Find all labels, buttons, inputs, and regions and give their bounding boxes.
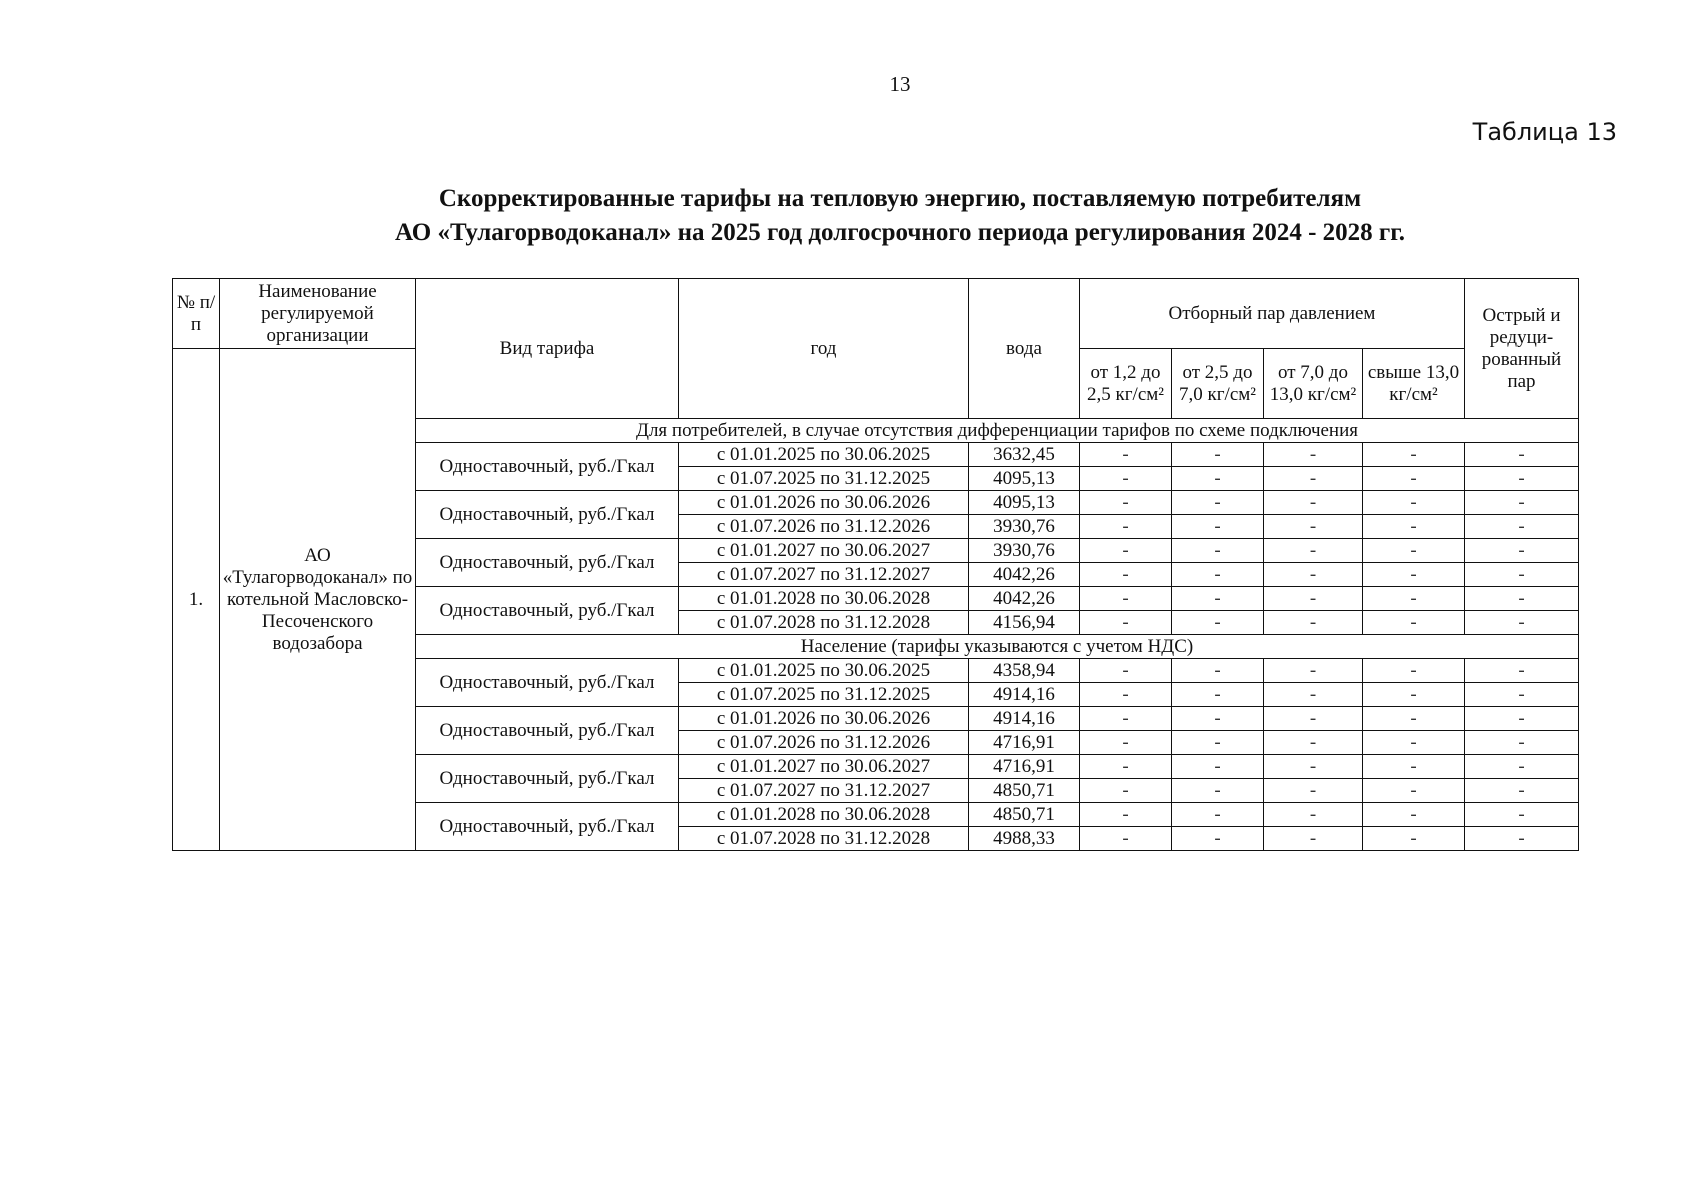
water-value: 4988,33 xyxy=(969,827,1080,851)
header-steam-group: Отборный пар давлением xyxy=(1080,279,1465,349)
tariff-type: Одноставочный, руб./Гкал xyxy=(416,539,679,587)
header-num: № п/п xyxy=(173,279,220,349)
p2-value: - xyxy=(1172,467,1264,491)
sharp-value: - xyxy=(1465,755,1579,779)
p1-value: - xyxy=(1080,779,1172,803)
p2-value: - xyxy=(1172,563,1264,587)
p1-value: - xyxy=(1080,467,1172,491)
sharp-value: - xyxy=(1465,659,1579,683)
header-year: год xyxy=(679,279,969,419)
p2-value: - xyxy=(1172,443,1264,467)
p3-value: - xyxy=(1264,707,1363,731)
p2-value: - xyxy=(1172,755,1264,779)
period-cell: с 01.07.2026 по 31.12.2026 xyxy=(679,731,969,755)
header-pressure-3: от 7,0 до 13,0 кг/см² xyxy=(1264,349,1363,419)
p2-value: - xyxy=(1172,515,1264,539)
p3-value: - xyxy=(1264,803,1363,827)
p4-value: - xyxy=(1363,803,1465,827)
p4-value: - xyxy=(1363,515,1465,539)
period-cell: с 01.07.2028 по 31.12.2028 xyxy=(679,611,969,635)
sharp-value: - xyxy=(1465,827,1579,851)
tariff-type: Одноставочный, руб./Гкал xyxy=(416,587,679,635)
p3-value: - xyxy=(1264,491,1363,515)
period-cell: с 01.01.2027 по 30.06.2027 xyxy=(679,755,969,779)
p4-value: - xyxy=(1363,659,1465,683)
header-row-1 xyxy=(173,279,1579,349)
p3-value: - xyxy=(1264,515,1363,539)
period-cell: с 01.07.2027 по 31.12.2027 xyxy=(679,563,969,587)
water-value: 3632,45 xyxy=(969,443,1080,467)
table-label: Таблица 13 xyxy=(1472,118,1617,146)
p1-value: - xyxy=(1080,827,1172,851)
header-sharp-steam: Острый и редуци-рованный пар xyxy=(1465,279,1579,419)
p2-value: - xyxy=(1172,707,1264,731)
period-cell: с 01.01.2026 по 30.06.2026 xyxy=(679,707,969,731)
p1-value: - xyxy=(1080,563,1172,587)
sharp-value: - xyxy=(1465,683,1579,707)
tariff-type: Одноставочный, руб./Гкал xyxy=(416,707,679,755)
p4-value: - xyxy=(1363,755,1465,779)
water-value: 3930,76 xyxy=(969,515,1080,539)
period-cell: с 01.01.2026 по 30.06.2026 xyxy=(679,491,969,515)
water-value: 4850,71 xyxy=(969,803,1080,827)
p1-value: - xyxy=(1080,515,1172,539)
p4-value: - xyxy=(1363,683,1465,707)
p4-value: - xyxy=(1363,587,1465,611)
p1-value: - xyxy=(1080,707,1172,731)
water-value: 4095,13 xyxy=(969,467,1080,491)
water-value: 4716,91 xyxy=(969,731,1080,755)
sharp-value: - xyxy=(1465,563,1579,587)
document-title xyxy=(0,182,1697,250)
tariff-table-body xyxy=(173,279,1579,851)
sharp-value: - xyxy=(1465,515,1579,539)
p3-value: - xyxy=(1264,827,1363,851)
tariff-type: Одноставочный, руб./Гкал xyxy=(416,755,679,803)
title-line-1: Скорректированные тарифы на тепловую энергию, поставляемую потребителям xyxy=(438,185,1362,212)
p3-value: - xyxy=(1264,467,1363,491)
header-tariff-type: Вид тарифа xyxy=(416,279,679,419)
sharp-value: - xyxy=(1465,731,1579,755)
p4-value: - xyxy=(1363,731,1465,755)
period-cell: с 01.01.2025 по 30.06.2025 xyxy=(679,443,969,467)
p2-value: - xyxy=(1172,611,1264,635)
header-pressure-1: от 1,2 до 2,5 кг/см² xyxy=(1080,349,1172,419)
title-line-2: АО «Тулагорводоканал» на 2025 год долгосрочного периода регулирования 2024 - 2028 гг. xyxy=(394,219,1406,246)
water-value: 4095,13 xyxy=(969,491,1080,515)
p3-value: - xyxy=(1264,731,1363,755)
tariff-type: Одноставочный, руб./Гкал xyxy=(416,443,679,491)
p3-value: - xyxy=(1264,779,1363,803)
p4-value: - xyxy=(1363,467,1465,491)
p2-value: - xyxy=(1172,587,1264,611)
water-value: 4358,94 xyxy=(969,659,1080,683)
page-number: 13 xyxy=(889,72,911,96)
p2-value: - xyxy=(1172,779,1264,803)
p1-value: - xyxy=(1080,587,1172,611)
p2-value: - xyxy=(1172,731,1264,755)
p2-value: - xyxy=(1172,827,1264,851)
sharp-value: - xyxy=(1465,803,1579,827)
header-pressure-2: от 2,5 до 7,0 кг/см² xyxy=(1172,349,1264,419)
sharp-value: - xyxy=(1465,779,1579,803)
tariff-type: Одноставочный, руб./Гкал xyxy=(416,803,679,851)
water-value: 4042,26 xyxy=(969,587,1080,611)
p4-value: - xyxy=(1363,539,1465,563)
p1-value: - xyxy=(1080,611,1172,635)
header-pressure-4: свыше 13,0 кг/см² xyxy=(1363,349,1465,419)
period-cell: с 01.07.2025 по 31.12.2025 xyxy=(679,683,969,707)
p1-value: - xyxy=(1080,803,1172,827)
section-title: Население (тарифы указываются с учетом НДС) xyxy=(416,635,1579,659)
p1-value: - xyxy=(1080,539,1172,563)
p2-value: - xyxy=(1172,659,1264,683)
row-number: 1. xyxy=(173,349,220,851)
p1-value: - xyxy=(1080,491,1172,515)
p3-value: - xyxy=(1264,611,1363,635)
period-cell: с 01.01.2028 по 30.06.2028 xyxy=(679,587,969,611)
header-org: Наименование регулируемой организации xyxy=(220,279,416,349)
p4-value: - xyxy=(1363,491,1465,515)
water-value: 4914,16 xyxy=(969,683,1080,707)
organization-name: АО «Тулагорводоканал» по котельной Масловско-Песоченского водозабора xyxy=(220,349,416,851)
p4-value: - xyxy=(1363,563,1465,587)
sharp-value: - xyxy=(1465,539,1579,563)
period-cell: с 01.07.2027 по 31.12.2027 xyxy=(679,779,969,803)
p4-value: - xyxy=(1363,779,1465,803)
period-cell: с 01.07.2026 по 31.12.2026 xyxy=(679,515,969,539)
water-value: 4156,94 xyxy=(969,611,1080,635)
period-cell: с 01.01.2025 по 30.06.2025 xyxy=(679,659,969,683)
sharp-value: - xyxy=(1465,707,1579,731)
water-value: 4850,71 xyxy=(969,779,1080,803)
p3-value: - xyxy=(1264,587,1363,611)
sharp-value: - xyxy=(1465,443,1579,467)
sharp-value: - xyxy=(1465,587,1579,611)
p2-value: - xyxy=(1172,539,1264,563)
p1-value: - xyxy=(1080,659,1172,683)
p1-value: - xyxy=(1080,683,1172,707)
p4-value: - xyxy=(1363,707,1465,731)
period-cell: с 01.01.2027 по 30.06.2027 xyxy=(679,539,969,563)
p4-value: - xyxy=(1363,611,1465,635)
p4-value: - xyxy=(1363,827,1465,851)
tariff-table xyxy=(172,278,1579,851)
p1-value: - xyxy=(1080,755,1172,779)
p2-value: - xyxy=(1172,683,1264,707)
p2-value: - xyxy=(1172,491,1264,515)
p3-value: - xyxy=(1264,563,1363,587)
p2-value: - xyxy=(1172,803,1264,827)
tariff-type: Одноставочный, руб./Гкал xyxy=(416,491,679,539)
section-title: Для потребителей, в случае отсутствия дифференциации тарифов по схеме подключения xyxy=(416,419,1579,443)
water-value: 4914,16 xyxy=(969,707,1080,731)
sharp-value: - xyxy=(1465,611,1579,635)
water-value: 4716,91 xyxy=(969,755,1080,779)
period-cell: с 01.01.2028 по 30.06.2028 xyxy=(679,803,969,827)
p3-value: - xyxy=(1264,659,1363,683)
p3-value: - xyxy=(1264,683,1363,707)
p1-value: - xyxy=(1080,731,1172,755)
water-value: 4042,26 xyxy=(969,563,1080,587)
p3-value: - xyxy=(1264,755,1363,779)
p1-value: - xyxy=(1080,443,1172,467)
period-cell: с 01.07.2025 по 31.12.2025 xyxy=(679,467,969,491)
p4-value: - xyxy=(1363,443,1465,467)
p3-value: - xyxy=(1264,539,1363,563)
p3-value: - xyxy=(1264,443,1363,467)
sharp-value: - xyxy=(1465,467,1579,491)
tariff-type: Одноставочный, руб./Гкал xyxy=(416,659,679,707)
period-cell: с 01.07.2028 по 31.12.2028 xyxy=(679,827,969,851)
sharp-value: - xyxy=(1465,491,1579,515)
header-water: вода xyxy=(969,279,1080,419)
water-value: 3930,76 xyxy=(969,539,1080,563)
